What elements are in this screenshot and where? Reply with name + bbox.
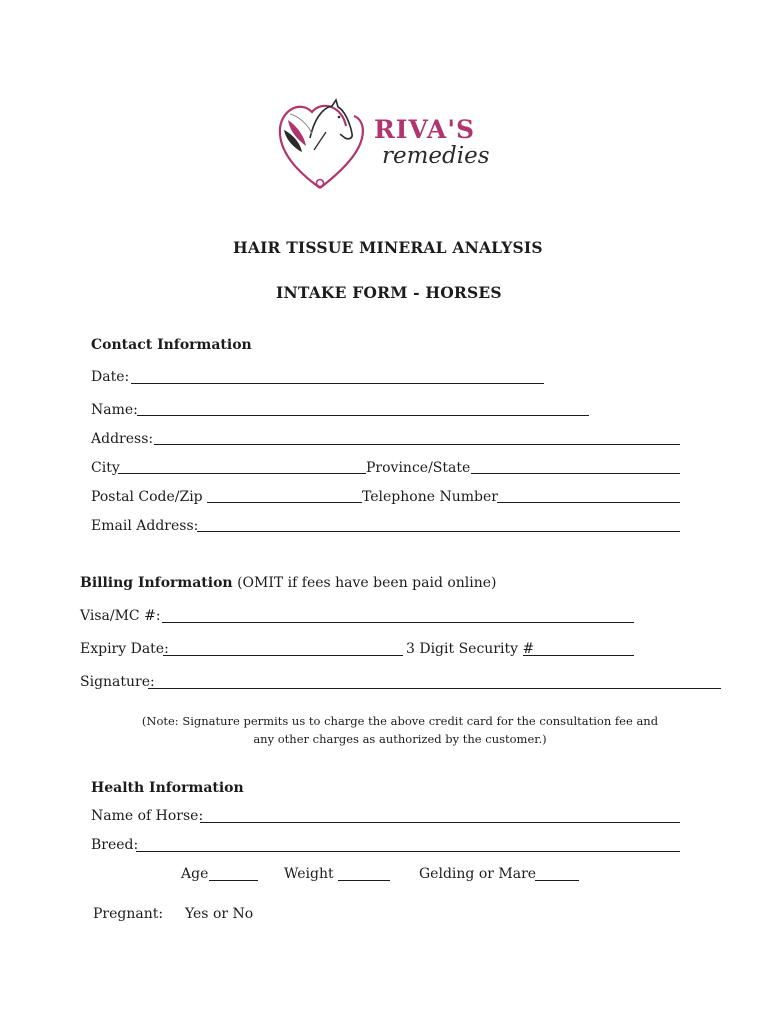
province-label: Province/State: [366, 460, 471, 476]
age-field[interactable]: [209, 880, 258, 881]
date-label: Date:: [91, 369, 130, 385]
brand-name-bottom: remedies: [382, 143, 490, 169]
postal-field[interactable]: [207, 502, 362, 503]
horse-name-field[interactable]: [200, 822, 680, 823]
billing-heading: Billing Information: [80, 575, 233, 591]
city-field[interactable]: [118, 473, 366, 474]
brand-name-top: RIVA'S: [374, 115, 476, 144]
address-label: Address:: [91, 431, 154, 447]
form-sub-title: INTAKE FORM - HORSES: [276, 283, 502, 302]
pregnant-label: Pregnant:: [93, 906, 164, 922]
name-field[interactable]: [137, 415, 589, 416]
security-label: 3 Digit Security #: [406, 641, 535, 657]
brand-logo: [270, 90, 500, 200]
expiry-label: Expiry Date:: [80, 641, 169, 657]
signature-label: Signature:: [80, 674, 155, 690]
billing-note-line1: (Note: Signature permits us to charge the above credit card for the consultation fee and: [141, 714, 659, 728]
gelding-field[interactable]: [535, 880, 579, 881]
signature-field[interactable]: [148, 688, 721, 689]
city-label: City: [91, 460, 120, 476]
gelding-label: Gelding or Mare: [419, 866, 537, 882]
billing-heading-note: (OMIT if fees have been paid online): [237, 575, 497, 591]
billing-note-line2: any other charges as authorized by the customer.): [253, 732, 547, 746]
address-field[interactable]: [154, 444, 680, 445]
email-field[interactable]: [197, 531, 680, 532]
date-field[interactable]: [131, 383, 544, 384]
security-field[interactable]: [523, 655, 634, 656]
expiry-field[interactable]: [163, 655, 403, 656]
breed-field[interactable]: [136, 851, 680, 852]
telephone-field[interactable]: [497, 502, 680, 503]
telephone-label: Telephone Number: [362, 489, 498, 505]
pregnant-options[interactable]: Yes or No: [185, 906, 254, 922]
postal-label: Postal Code/Zip: [91, 489, 203, 505]
billing-heading-row: [80, 574, 497, 592]
weight-label: Weight: [284, 866, 334, 882]
province-field[interactable]: [471, 473, 680, 474]
breed-label: Breed:: [91, 837, 139, 853]
email-label: Email Address:: [91, 518, 199, 534]
contact-heading: Contact Information: [91, 337, 252, 353]
visa-label: Visa/MC #:: [80, 608, 161, 624]
form-main-title: HAIR TISSUE MINERAL ANALYSIS: [233, 238, 543, 257]
age-label: Age: [181, 866, 209, 882]
visa-field[interactable]: [162, 622, 634, 623]
horse-name-label: Name of Horse:: [91, 808, 204, 824]
weight-field[interactable]: [338, 880, 390, 881]
health-heading: Health Information: [91, 780, 244, 796]
name-label: Name:: [91, 402, 138, 418]
heart-horse-logo-icon: [270, 90, 500, 200]
billing-note: [100, 712, 700, 748]
